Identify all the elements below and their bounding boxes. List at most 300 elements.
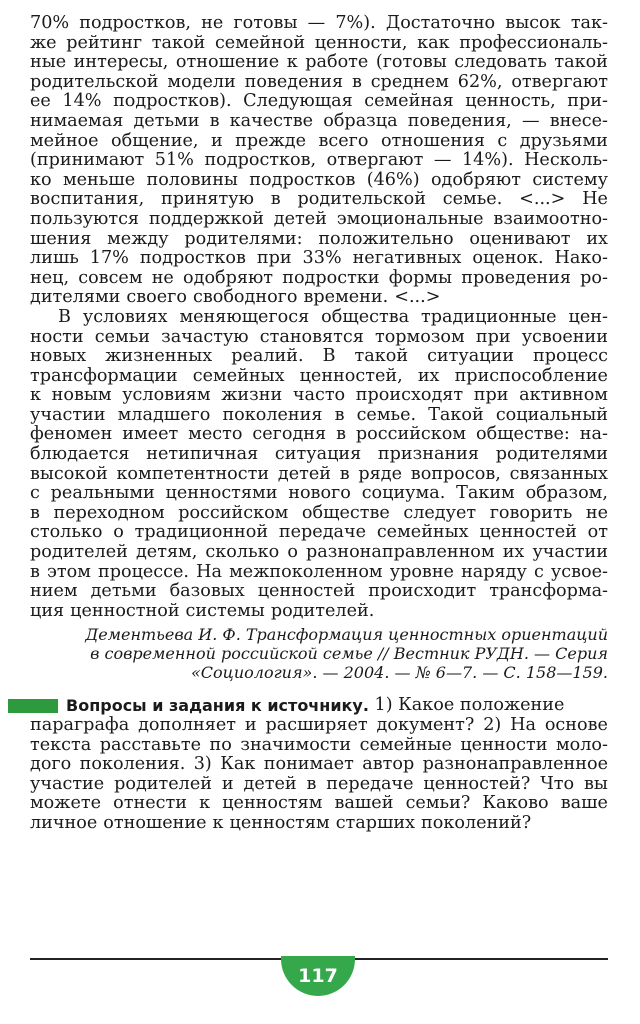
word: работе: [305, 53, 369, 73]
word: своего: [126, 288, 187, 308]
word: готовы: [233, 14, 298, 33]
word: в: [270, 190, 281, 210]
word: ценность,: [465, 92, 556, 112]
word: На: [510, 716, 536, 735]
word: ситуации: [427, 347, 514, 367]
word: высокой: [30, 464, 108, 484]
word: передаче: [326, 774, 414, 794]
word: поведения: [244, 72, 344, 92]
word: Таким: [456, 484, 515, 504]
word: такой: [354, 347, 409, 367]
word: взаимоотно-: [493, 209, 608, 229]
word: 17%: [89, 249, 129, 269]
word: Нако-: [554, 249, 608, 269]
word: можете: [30, 794, 102, 814]
word: младшего: [117, 405, 211, 425]
word: родителей: [114, 774, 212, 794]
citation-line: Дементьева И. Ф. Трансформация ценностных ориентаций: [85, 625, 608, 645]
word: отвергают: [511, 72, 608, 92]
word: признания: [377, 445, 480, 465]
word: половины: [146, 170, 238, 190]
word: поколений?: [421, 813, 532, 833]
word: документ?: [376, 716, 475, 735]
word: условиям: [122, 386, 211, 406]
word: лишь: [30, 249, 79, 269]
word: вы: [584, 774, 608, 794]
word: внесе-: [549, 111, 608, 131]
questions-line: 1) Какое положение: [368, 696, 565, 716]
questions-line: [30, 755, 608, 775]
questions-line: [30, 736, 608, 756]
text-line: [30, 347, 608, 367]
word: базовых: [169, 582, 245, 602]
citation-line: «Социология». — 2004. — № 6—7. — С. 158—159.: [190, 663, 608, 683]
word: условиях: [82, 307, 168, 327]
word: отвергают: [326, 151, 424, 171]
word: при: [475, 327, 511, 347]
word: родителями:: [184, 229, 303, 249]
word: ценности: [460, 735, 548, 755]
word: в: [336, 425, 346, 445]
word: российском: [178, 503, 289, 523]
word: следовать: [454, 53, 547, 73]
word: реалий.: [231, 347, 304, 367]
word: времени.: [303, 288, 389, 308]
word: Достаточно: [385, 14, 496, 33]
text-line: [30, 14, 608, 34]
word: вашей: [334, 794, 394, 814]
word: <...>: [519, 190, 566, 210]
word: и: [244, 716, 257, 735]
word: не: [201, 14, 224, 33]
word: высок: [505, 14, 561, 33]
text-line: [30, 386, 608, 406]
word: нового: [288, 484, 351, 504]
word: столько: [30, 523, 103, 543]
word: общение,: [111, 131, 199, 151]
word: участие: [30, 774, 105, 794]
word: Как: [220, 755, 256, 775]
questions-line: [30, 716, 608, 736]
word: (готовы: [375, 53, 447, 73]
word: компетентности: [116, 464, 270, 484]
word: тормозом: [374, 327, 465, 347]
word: ценностей?: [423, 774, 531, 794]
text-line: [30, 249, 608, 269]
word: ценностей: [257, 582, 356, 602]
word: формы: [388, 268, 453, 288]
text-line: [30, 523, 608, 543]
word: детей: [277, 464, 331, 484]
word: к: [286, 53, 298, 73]
questions-title: Вопросы и задания к источнику.: [66, 696, 369, 716]
word: оценок.: [472, 249, 544, 269]
word: основе: [544, 716, 608, 735]
word: не: [585, 503, 608, 523]
word: новых: [30, 347, 87, 367]
word: ее: [30, 92, 51, 112]
word: всего: [318, 131, 369, 151]
word: традиционной: [134, 523, 269, 543]
word: их: [417, 366, 440, 386]
text-line: [30, 151, 608, 171]
word: блюдается: [30, 445, 130, 465]
word: В: [58, 307, 71, 327]
text-line: [30, 230, 608, 250]
word: место: [188, 425, 243, 445]
word: образом,: [525, 484, 608, 504]
word: детей: [273, 209, 327, 229]
text-line: [30, 73, 608, 93]
text-line: [30, 504, 608, 524]
word: отношение: [175, 53, 280, 73]
text-line: [30, 602, 608, 622]
word: поколения.: [79, 755, 186, 775]
word: 62%,: [457, 72, 503, 92]
word: моло-: [555, 735, 608, 755]
word: ситуация: [274, 445, 362, 465]
word: социальный: [495, 405, 608, 425]
word: семьи: [94, 327, 151, 347]
word: общества: [321, 307, 410, 327]
word: детьми: [90, 582, 157, 602]
word: дителями: [30, 288, 121, 308]
page-number-badge: [281, 956, 355, 996]
word: в: [209, 111, 220, 131]
word: отношения: [380, 131, 485, 151]
word: детей: [243, 774, 297, 794]
word: (46%): [366, 170, 420, 190]
word: друзьями: [519, 131, 608, 151]
text-line: [30, 582, 608, 602]
word: нетипичная: [146, 445, 259, 465]
text-line: [30, 34, 608, 54]
word: процессе.: [98, 562, 190, 582]
text-line: [30, 190, 608, 210]
word: сколько: [205, 543, 280, 563]
word: личное: [30, 813, 98, 833]
text-line: [30, 328, 608, 348]
word: (принимают: [30, 151, 145, 171]
word: сегодня: [252, 425, 327, 445]
word: реальными: [50, 484, 155, 504]
word: нимаемая: [30, 111, 124, 131]
word: традиционные: [421, 307, 557, 327]
word: переходном: [53, 503, 165, 523]
word: 14%: [62, 92, 102, 112]
word: отнести: [113, 794, 187, 814]
word: ценностям: [229, 813, 330, 833]
word: при-: [567, 92, 608, 112]
word: о: [113, 523, 124, 543]
word: проведения: [461, 268, 571, 288]
text-line: [30, 543, 608, 563]
word: качестве: [229, 111, 314, 131]
word: не: [151, 268, 174, 288]
text-line: [30, 92, 608, 112]
word: Каково: [482, 794, 549, 814]
word: от: [587, 523, 608, 543]
word: родителями: [495, 445, 608, 465]
word: становятся: [259, 327, 364, 347]
word: семейные: [359, 735, 452, 755]
text-line: [30, 406, 608, 426]
word: детям,: [135, 543, 198, 563]
word: на-: [579, 425, 608, 445]
questions-body: [30, 716, 608, 834]
word: цен-: [568, 307, 608, 327]
word: Что: [540, 774, 575, 794]
word: дополняет: [138, 716, 236, 735]
word: вопросов,: [410, 464, 501, 484]
word: имеет: [122, 425, 179, 445]
word: профессиональ-: [459, 33, 608, 53]
word: ко: [30, 170, 52, 190]
word: ция: [30, 601, 65, 621]
word: шения: [30, 229, 92, 249]
word: воспитания,: [30, 190, 145, 210]
word: семье.: [356, 405, 417, 425]
word: семьи?: [405, 794, 471, 814]
word: происходит: [368, 582, 477, 602]
word: семейная: [364, 92, 454, 112]
word: одобряют: [430, 170, 521, 190]
word: —: [521, 111, 540, 131]
word: феномен: [30, 425, 113, 445]
word: происходят: [355, 386, 464, 406]
word: и: [210, 131, 223, 151]
word: следует: [403, 503, 477, 523]
word: систему: [532, 170, 608, 190]
word: как: [417, 33, 450, 53]
word: 3): [193, 755, 212, 775]
citation-line: в современной российской семье // Вестник РУДН. — Серия: [90, 644, 608, 664]
word: же: [30, 33, 57, 53]
word: зачастую: [161, 327, 249, 347]
word: мейное: [30, 131, 99, 151]
word: усвое-: [550, 562, 608, 582]
word: На: [196, 562, 222, 582]
word: такой: [151, 33, 206, 53]
word: 70%: [30, 14, 70, 33]
text-line: [30, 132, 608, 152]
word: ваше: [560, 794, 608, 814]
word: наряду: [461, 562, 527, 582]
word: участии: [30, 405, 106, 425]
word: российском: [355, 425, 467, 445]
word: обществе:: [476, 425, 570, 445]
text-line: [30, 288, 608, 308]
word: подростков: [249, 170, 356, 190]
word: подростков: [139, 249, 246, 269]
text-line: [30, 445, 608, 465]
word: межпоколенном: [229, 562, 383, 582]
word: положительно: [318, 229, 454, 249]
word: расставьте: [99, 735, 202, 755]
word: 2): [483, 716, 502, 735]
word: —: [433, 151, 452, 171]
word: интересы,: [73, 53, 169, 73]
word: меняющегося: [179, 307, 310, 327]
word: разнонаправленном: [306, 543, 495, 563]
word: ряде: [358, 464, 403, 484]
text-line: [30, 484, 608, 504]
word: ные: [30, 53, 67, 73]
page-content: [30, 14, 608, 834]
word: поколения: [222, 405, 323, 425]
word: при: [256, 249, 292, 269]
questions-section: [30, 696, 608, 833]
word: ценностной: [70, 601, 180, 621]
word: их: [502, 543, 525, 563]
word: свободного: [192, 288, 298, 308]
word: так-: [570, 14, 608, 33]
word: их: [586, 229, 608, 249]
word: ро-: [580, 268, 608, 288]
word: о: [287, 543, 298, 563]
word: подростков,: [204, 151, 317, 171]
word: жизни: [221, 386, 283, 406]
word: Несколь-: [524, 151, 608, 171]
word: процесс: [532, 347, 608, 367]
word: и: [221, 774, 234, 794]
word: приспособление: [454, 366, 608, 386]
word: часто: [292, 386, 346, 406]
body-text: [30, 14, 608, 621]
word: значимости: [240, 735, 352, 755]
word: семье.: [442, 190, 503, 210]
text-line: [30, 563, 608, 583]
word: подростков).: [113, 92, 232, 112]
word: подростки: [282, 268, 380, 288]
word: нец,: [30, 268, 70, 288]
text-line: [30, 308, 608, 328]
word: дого: [30, 755, 72, 775]
word: жизненных: [105, 347, 213, 367]
word: ценности,: [314, 33, 408, 53]
word: при: [473, 386, 509, 406]
word: поведения,: [407, 111, 512, 131]
word: трансформации: [30, 366, 178, 386]
word: обществе: [301, 503, 390, 523]
word: эмоциональные: [336, 209, 484, 229]
word: нием: [30, 582, 78, 602]
word: усвоении: [521, 327, 608, 347]
text-line: [30, 210, 608, 230]
word: между: [107, 229, 169, 249]
word: 14%).: [461, 151, 514, 171]
text-line: [30, 269, 608, 289]
word: разнонаправленное: [422, 755, 608, 775]
word: 33%: [302, 249, 342, 269]
word: оценивают: [469, 229, 571, 249]
word: уровне: [389, 562, 454, 582]
questions-line: [30, 794, 608, 814]
word: семейной: [214, 33, 306, 53]
questions-first-line: [30, 696, 608, 716]
word: текста: [30, 735, 92, 755]
word: старших: [335, 813, 416, 833]
page-number: 117: [298, 965, 338, 987]
word: меньше: [62, 170, 136, 190]
word: родительской: [297, 190, 426, 210]
word: в: [351, 72, 362, 92]
word: родительской: [30, 72, 159, 92]
word: подростков,: [79, 14, 191, 33]
word: системы: [185, 601, 265, 621]
word: ценностям: [222, 794, 323, 814]
word: расширяет: [265, 716, 368, 735]
word: этом: [47, 562, 91, 582]
word: ценностями: [165, 484, 278, 504]
word: к: [30, 386, 41, 406]
word: с: [533, 562, 544, 582]
word: трансформа-: [489, 582, 608, 602]
word: 7%).: [335, 14, 376, 33]
word: поддержкой: [148, 209, 264, 229]
word: в: [334, 405, 345, 425]
word: с: [30, 484, 40, 504]
word: такой: [554, 53, 608, 73]
word: в: [30, 562, 40, 582]
word: образца: [323, 111, 398, 131]
word: параграфа: [30, 716, 130, 735]
word: связанных: [509, 464, 608, 484]
word: передаче: [278, 523, 367, 543]
word: принятую: [160, 190, 254, 210]
word: среднем: [370, 72, 449, 92]
word: —: [307, 14, 326, 33]
text-line: [30, 367, 608, 387]
questions-line: [30, 814, 608, 834]
word: социума.: [361, 484, 446, 504]
text-line: [30, 425, 608, 445]
word: по: [209, 735, 232, 755]
word: ности: [30, 327, 84, 347]
word: В: [322, 347, 336, 367]
word: рейтинг: [66, 33, 143, 53]
section-marker-bar: [8, 699, 58, 713]
word: прежде: [235, 131, 307, 151]
word: в: [30, 503, 40, 523]
word: Не: [582, 190, 608, 210]
questions-line: [30, 775, 608, 795]
word: совсем: [78, 268, 143, 288]
word: негативных: [352, 249, 462, 269]
word: модели: [167, 72, 236, 92]
text-line: [30, 53, 608, 73]
word: ценностей,: [299, 366, 403, 386]
word: автор: [362, 755, 415, 775]
word: отношение: [103, 813, 207, 833]
word: новым: [51, 386, 112, 406]
word: ценностей: [479, 523, 577, 543]
word: говорить: [489, 503, 573, 523]
word: в: [339, 464, 350, 484]
word: родителей.: [270, 601, 375, 621]
word: Следующая: [243, 92, 353, 112]
word: с: [497, 131, 508, 151]
word: к: [199, 794, 211, 814]
word: 51%: [154, 151, 194, 171]
word: участии: [532, 543, 608, 563]
word: семейных: [376, 523, 469, 543]
word: <...>: [394, 288, 441, 308]
word: одобряют: [183, 268, 274, 288]
word: к: [212, 813, 224, 833]
word: пользуются: [30, 209, 140, 229]
word: активном: [519, 386, 608, 406]
